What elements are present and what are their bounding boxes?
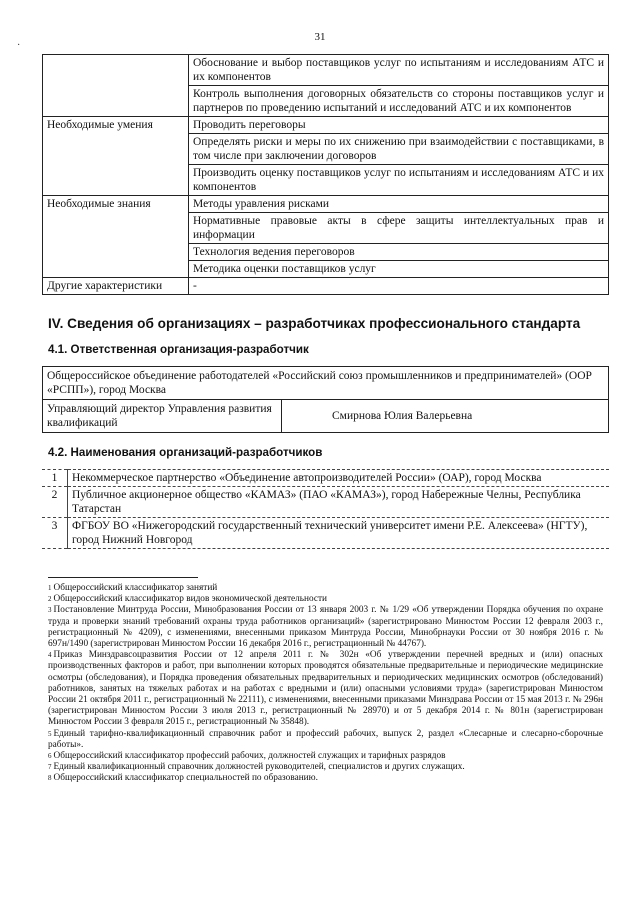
row-label <box>43 55 189 117</box>
responsible-org-heading: 4.1. Ответственная организация-разработчик <box>48 343 309 356</box>
footnote <box>48 751 603 762</box>
table-row <box>43 55 609 86</box>
footnote <box>48 650 603 728</box>
footnote-number: 8 <box>48 774 52 783</box>
table-row <box>42 487 609 518</box>
footnote <box>48 594 603 605</box>
footnote-number: 5 <box>48 729 52 738</box>
org-name: Общероссийское объединение работодателей «Российский союз промышленников и предпринимателей» (ООР «РСПП»), город Москва <box>43 367 609 400</box>
org-name: Публичное акционерное общество «КАМАЗ» (ПАО «КАМАЗ»), город Набережные Челны, Республика Татарстан <box>68 487 610 518</box>
org-number: 2 <box>42 487 68 518</box>
table-row <box>43 117 609 134</box>
footnote-number: 4 <box>48 651 52 660</box>
footnote-text: Единый тарифно-квалификационный справочник работ и профессий рабочих, выпуск 2, раздел «Слесарные и слесарно-сборочные работы». <box>48 728 603 750</box>
row-value: Технология ведения переговоров <box>189 244 609 261</box>
org-position: Управляющий директор Управления развития квалификаций <box>43 400 282 433</box>
developer-orgs-table <box>42 469 609 549</box>
org-name: ФГБОУ ВО «Нижегородский государственный технический университет имени Р.Е. Алексеева» (НГТУ), город Нижний Новгород <box>68 518 610 549</box>
footnote-number: 6 <box>48 752 52 761</box>
row-value: Нормативные правовые акты в сфере защиты интеллектуальных прав и информации <box>189 213 609 244</box>
row-value: Методика оценки поставщиков услуг <box>189 261 609 278</box>
table-row <box>43 400 609 433</box>
footnotes <box>48 583 603 785</box>
row-value: Контроль выполнения договорных обязательств со стороны поставщиков услуг и партнеров по проведению испытаний и исследований АТС и их компонентов <box>189 86 609 117</box>
footnote <box>48 729 603 751</box>
footnote <box>48 605 603 650</box>
table-row <box>43 367 609 400</box>
row-value: Проводить переговоры <box>189 117 609 134</box>
footnote-text: Приказ Минздравсоцразвития России от 12 апреля 2011 г. № 302н «Об утверждении перечней вредных и (или) опасных производственных факторов и работ, при выполнении которых проводятся обязательные предварительные и периодические медицинские осмотры (обследования), и Порядка проведения обязательных предварительных и периодических медицинских осмотров (обследований) работников, занятых на тяжелых работах и на работах с вредными и (или) опасными условиями труда» (зарегистрирован Минюстом России 21 октября 2011 г., регистрационный № 22111), с изменениями, внесенными приказами Минздрава России от 15 мая 2013 г. № 296н (зарегистрирован Минюстом России 3 июля 2013 г., регистрационный № 28970) и от 5 декабря 2014 г. № 801н (зарегистрирован Минюстом России 3 февраля 2015 г., регистрационный № 35848). <box>48 650 603 728</box>
footnote-number: 2 <box>48 595 52 604</box>
table-row <box>43 278 609 295</box>
responsible-org-table <box>42 366 609 433</box>
row-value: Методы уравления рисками <box>189 196 609 213</box>
footnote-text: Постановление Минтруда России, Минобразования России от 13 января 2003 г. № 1/29 «Об утверждении Порядка обучения по охране труда и проверки знаний требований охраны труда работников организаций» (зарегистрировано Минюстом России 12 февраля 2003 г., регистрационный № 4209), с изменениями, внесенными приказом Минтруда России, Минобрнауки России от 30 ноября 2016 г. № 697н/1490 (зарегистрирован Минюстом России 16 декабря 2016 г., регистрационный № 44767). <box>48 605 603 650</box>
scan-speck: · <box>17 40 21 51</box>
footnote-number: 7 <box>48 763 52 772</box>
row-value: Обоснование и выбор поставщиков услуг по испытаниям и исследованиям АТС и их компонентов <box>189 55 609 86</box>
row-value: Определять риски и меры по их снижению при взаимодействии с поставщиками, в том числе при заключении договоров <box>189 134 609 165</box>
footnote <box>48 762 603 773</box>
section-title: IV. Сведения об организациях – разработчиках профессионального стандарта <box>48 316 581 331</box>
knowledge-label: Необходимые знания <box>43 196 189 278</box>
page-number: 31 <box>314 31 326 43</box>
org-number: 3 <box>42 518 68 549</box>
footnote-number: 1 <box>48 584 52 592</box>
footnote-text: Общероссийский классификатор специальностей по образованию. <box>53 773 318 784</box>
footnote <box>48 773 603 784</box>
footnote-text: Общероссийский классификатор профессий рабочих, должностей служащих и тарифных разрядов <box>53 751 446 762</box>
table-row <box>42 518 609 549</box>
footnote-text: Общероссийский классификатор занятий <box>53 583 218 593</box>
skills-label: Необходимые умения <box>43 117 189 196</box>
org-person: Смирнова Юлия Валерьевна <box>282 400 609 433</box>
table-row <box>42 470 609 487</box>
footnote-number: 3 <box>48 606 52 615</box>
competency-table <box>42 54 609 295</box>
footnote-text: Общероссийский классификатор видов экономической деятельности <box>53 594 328 605</box>
table-row <box>43 196 609 213</box>
footnote <box>48 583 603 594</box>
org-number: 1 <box>42 470 68 487</box>
row-value: Производить оценку поставщиков услуг по испытаниям и исследованиям АТС и их компонентов <box>189 165 609 196</box>
developer-orgs-heading: 4.2. Наименования организаций-разработчиков <box>48 446 323 459</box>
org-name: Некоммерческое партнерство «Объединение автопроизводителей России» (ОАР), город Москва <box>68 470 610 487</box>
footnote-text: Единый квалификационный справочник должностей руководителей, специалистов и других служащих. <box>53 762 465 773</box>
row-value: - <box>189 278 609 295</box>
footnote-divider <box>48 577 198 578</box>
other-label: Другие характеристики <box>43 278 189 295</box>
